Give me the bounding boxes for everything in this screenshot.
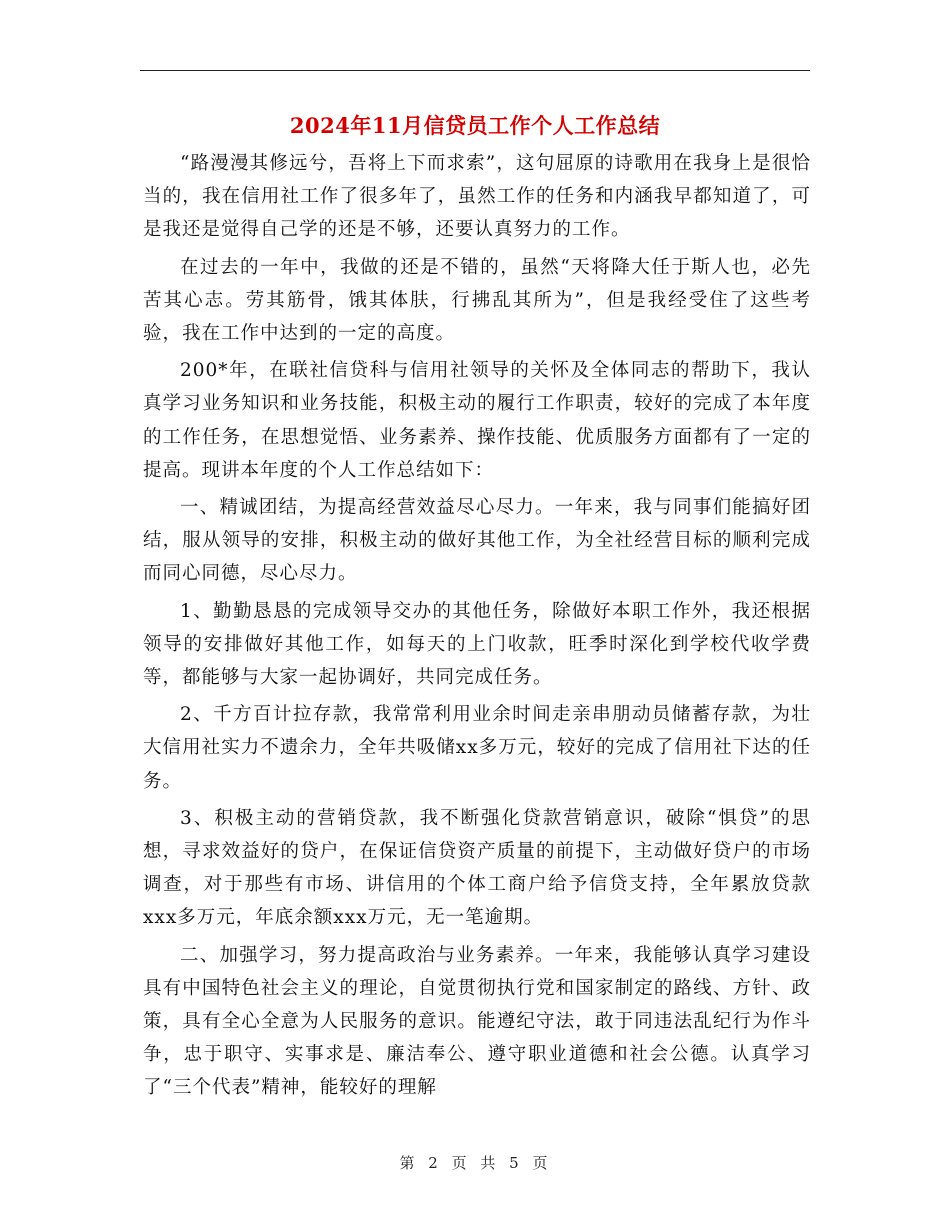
document-body bbox=[143, 147, 811, 1109]
paragraph-item-3: 3、积极主动的营销贷款，我不断强化贷款营销意识，破除“惧贷”的思想，寻求效益好的贷户，在保证信贷资产质量的前提下，主动做好贷户的市场调查，对于那些有市场、讲信用的个体工商户给予信贷支持，全年累放贷款xxx多万元，年底余额xxx万元，无一笔逾期。 bbox=[143, 807, 811, 929]
paragraph-past-year: 在过去的一年中，我做的还是不错的，虽然“天将降大任于斯人也，必先苦其心志。劳其筋骨，饿其体肤，行拂乱其所为”，但是我经受住了这些考验，我在工作中达到的一定的高度。 bbox=[143, 256, 811, 345]
document-title: 2024年11月信贷员工作个人工作总结 bbox=[289, 113, 661, 138]
paragraph-overview: 200*年，在联社信贷科与信用社领导的关怀及全体同志的帮助下，我认真学习业务知识和业务技能，积极主动的履行工作职责，较好的完成了本年度的工作任务，在思想觉悟、业务素养、操作技能、优质服务方面都有了一定的提高。现讲本年度的个人工作总结如下： bbox=[143, 360, 811, 481]
paragraph-section-one: 一、精诚团结，为提高经营效益尽心尽力。一年来，我与同事们能搞好团结，服从领导的安排，积极主动的做好其他工作，为全社经营目标的顺利完成而同心同德，尽心尽力。 bbox=[143, 497, 811, 585]
paragraph-section-two: 二、加强学习，努力提高政治与业务素养。一年来，我能够认真学习建设具有中国特色社会主义的理论，自觉贯彻执行党和国家制定的路线、方针、政策，具有全心全意为人民服务的意识。能遵纪守法，敢于同违法乱纪行为作斗争，忠于职守、实事求是、廉洁奉公、遵守职业道德和社会公德。认真学习了“三个代表”精神，能较好的理解 bbox=[143, 944, 811, 1099]
header-rule bbox=[140, 70, 810, 71]
paragraph-item-1: 1、勤勤恳恳的完成领导交办的其他任务，除做好本职工作外，我还根据领导的安排做好其他工作，如每天的上门收款，旺季时深化到学校代收学费等，都能够与大家一起协调好，共同完成任务。 bbox=[143, 600, 811, 689]
paragraph-intro: “路漫漫其修远兮，吾将上下而求索”，这句屈原的诗歌用在我身上是很恰当的，我在信用社工作了很多年了，虽然工作的任务和内涵我早都知道了，可是我还是觉得自己学的还是不够，还要认真努力的工作。 bbox=[143, 153, 811, 241]
page-number-footer: 第 2 页 共 5 页 bbox=[399, 1154, 551, 1172]
paragraph-item-2: 2、千方百计拉存款，我常常利用业余时间走亲串朋动员储蓄存款，为壮大信用社实力不遗余力，全年共吸储xx多万元，较好的完成了信用社下达的任务。 bbox=[143, 704, 811, 792]
